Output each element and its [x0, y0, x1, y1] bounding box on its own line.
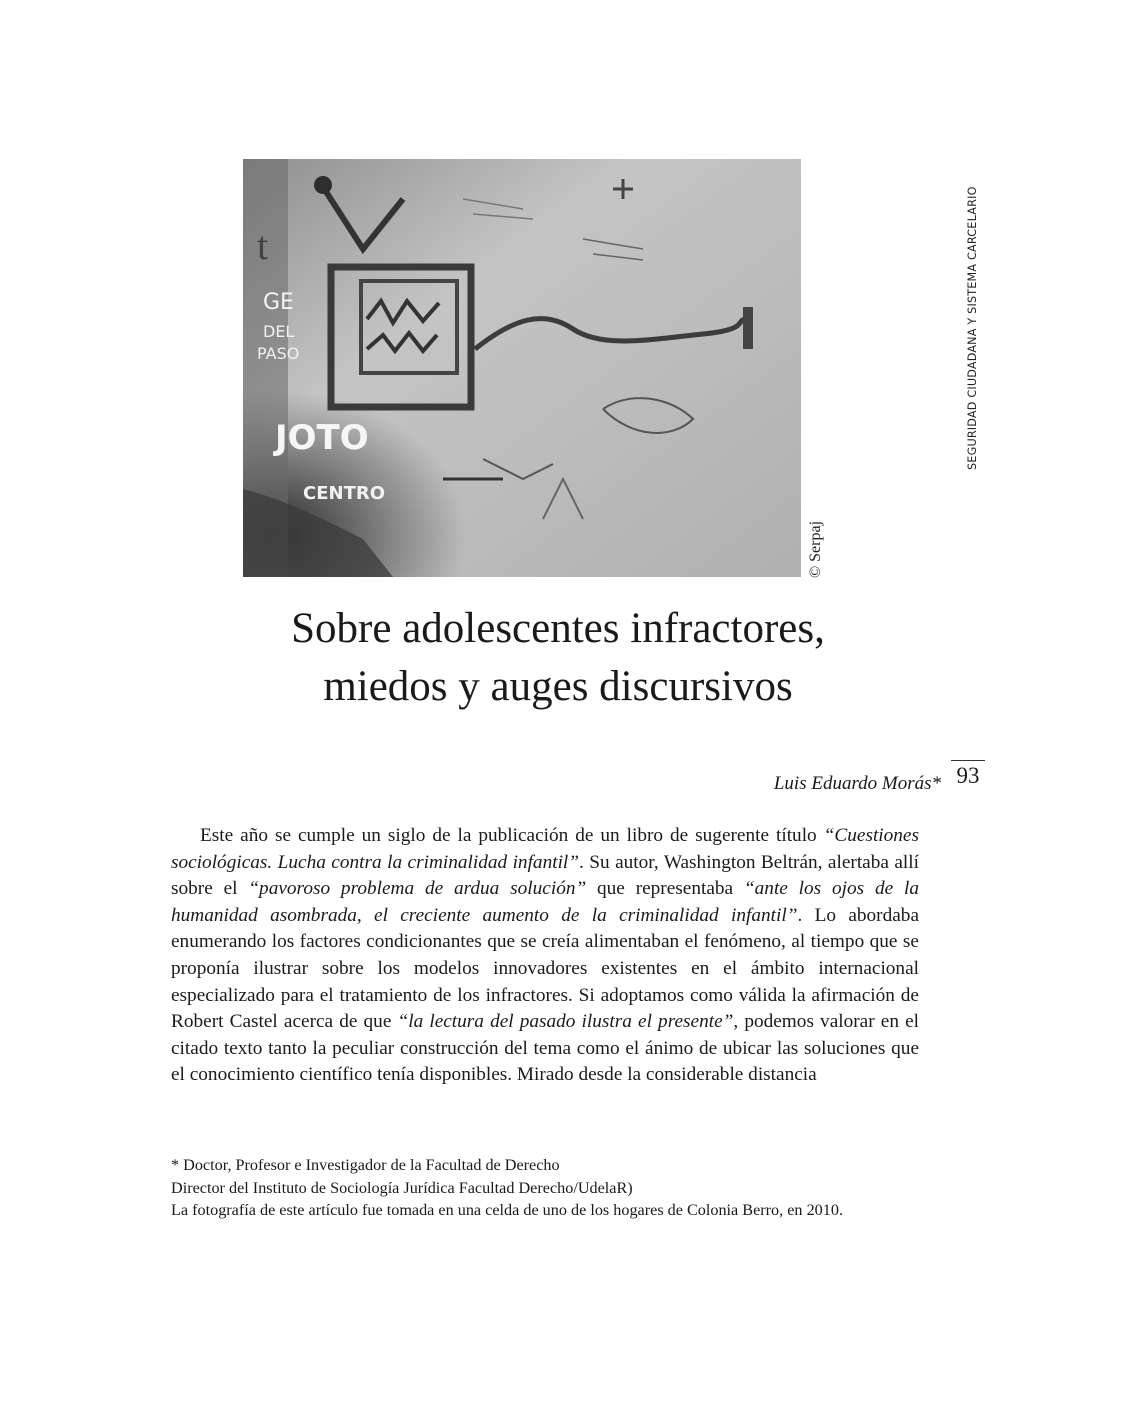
title-line-1: Sobre adolescentes infractores,	[291, 605, 825, 652]
author-name: Luis Eduardo Morás*	[773, 773, 941, 794]
body-text-segment: que representaba	[586, 878, 744, 900]
article-title	[170, 600, 946, 716]
body-quote: “la lectura del pasado ilustra el presente”	[397, 1011, 734, 1033]
footnote-line: * Doctor, Profesor e Investigador de la Facultad de Derecho	[171, 1156, 560, 1174]
photo-credit: © Serpaj	[807, 520, 824, 578]
footnote-line: Director del Instituto de Sociología Jurídica Facultad Derecho/UdelaR)	[171, 1178, 633, 1197]
body-quote: “ante los ojos de la humanidad asombrada, el creciente aumento de la criminalidad infantil”	[171, 878, 919, 926]
svg-text:CENTRO: CENTRO	[303, 483, 386, 504]
svg-text:GE: GE	[263, 290, 294, 315]
body-text-segment: , podemos valorar en el citado texto tanto la peculiar construcción del tema como el ánimo de ubicar las soluciones que el conocimiento científico tenía disponibles. Mirado desde la considerable distancia	[171, 1011, 919, 1086]
body-quote: “pavoroso problema de ardua solución”	[248, 878, 587, 900]
page-number-rule	[951, 760, 985, 761]
footnote-line: La fotografía de este artículo fue tomada en una celda de uno de los hogares de Colonia Berro, en 2010.	[171, 1201, 843, 1220]
body-text-segment: . Su autor, Washington Beltrán, alertaba allí sobre el	[171, 851, 920, 900]
svg-text:PASO: PASO	[257, 344, 300, 363]
article-photo	[243, 159, 801, 577]
body-quote: “Cuestiones sociológicas. Lucha contra la criminalidad infantil”	[171, 825, 919, 873]
running-header: SEGURIDAD CIUDADANA Y SISTEMA CARCELARIO	[966, 186, 979, 470]
title-line-2: miedos y auges discursivos	[323, 663, 793, 710]
svg-text:JOTO: JOTO	[275, 418, 369, 458]
svg-text:t: t	[257, 223, 269, 268]
body-text-segment: . Lo abordaba enumerando los factores condicionantes que se creía alimentaban el fenómeno, al tiempo que se proponía ilustrar sobre los modelos innovadores existentes en el ámbito internacional especializado para el tratamiento de los infractores. Si adoptamos como válida la afirmación de Robert Castel acerca de que	[171, 904, 919, 1033]
footnotes	[171, 1154, 931, 1222]
body-text-segment: Este año se cumple un siglo de la publicación de un libro de sugerente título	[200, 825, 824, 846]
page-number: 93	[956, 763, 980, 788]
body-paragraph	[171, 823, 919, 1089]
wall-graffiti-photo-icon	[243, 159, 801, 577]
svg-text:DEL: DEL	[263, 322, 295, 341]
